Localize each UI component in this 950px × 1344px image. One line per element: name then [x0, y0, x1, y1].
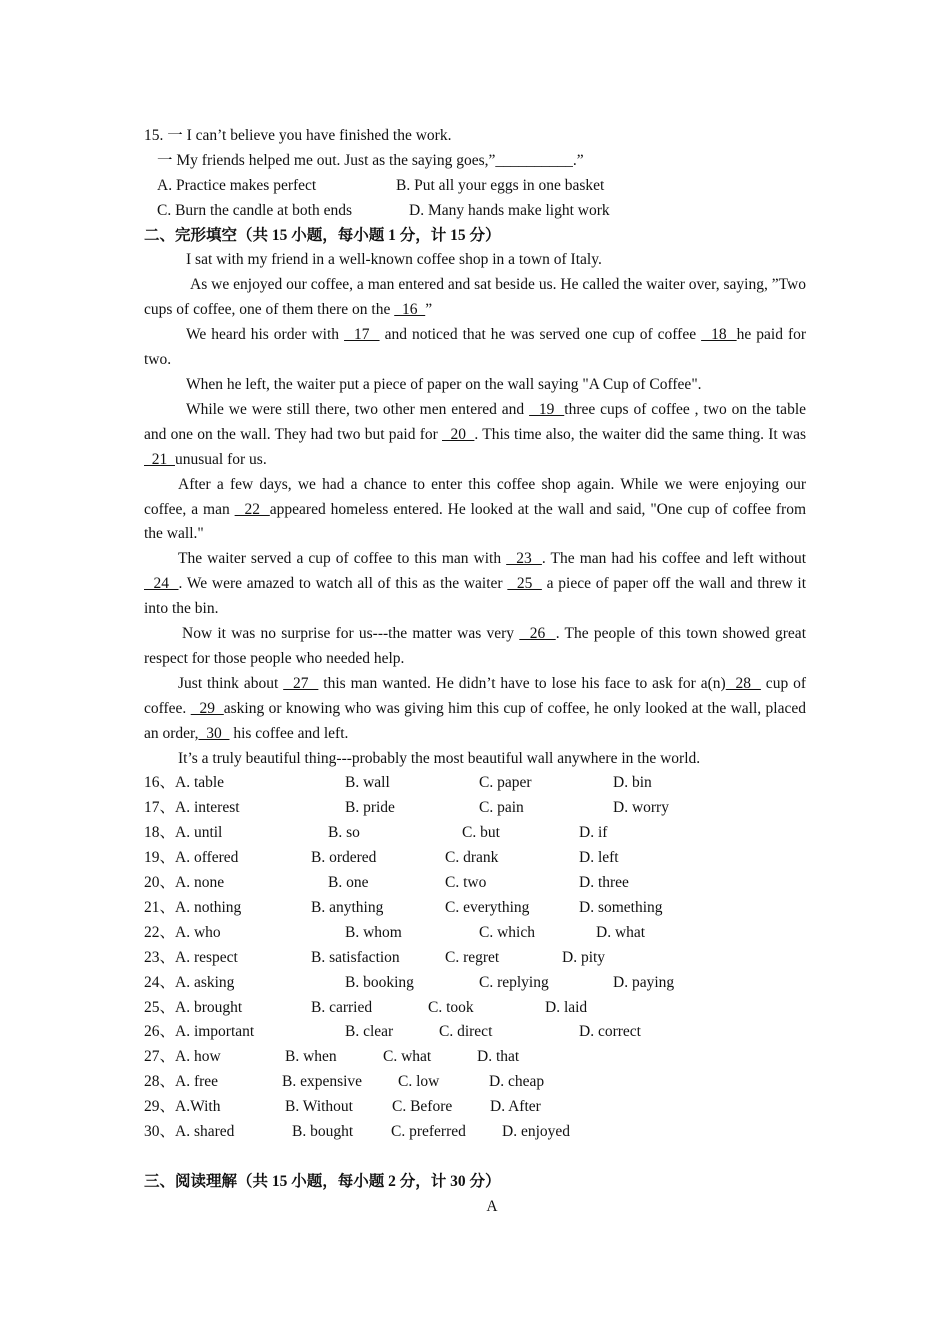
- p7-text-c: . We were amazed to watch all of this as the waiter: [178, 575, 508, 593]
- p8-text-a: Now it was no surprise for us---the matter was very: [182, 625, 520, 643]
- option-row: [144, 821, 806, 846]
- option-d: D. worry: [613, 799, 669, 817]
- option-a: 23、A. respect: [144, 948, 238, 966]
- blank-number: 27: [283, 674, 319, 692]
- p8-text-b: . The people of this town showed great respect for those people who needed help.: [144, 625, 806, 667]
- option-b: B. one: [328, 874, 369, 892]
- option-d: D. After: [490, 1098, 541, 1116]
- option-row: [144, 796, 806, 821]
- blank-number: 30: [198, 724, 230, 742]
- option-row: [144, 1020, 806, 1045]
- p7-text-a: The waiter served a cup of coffee to this man with: [178, 550, 507, 568]
- exam-page: [144, 124, 806, 1220]
- q15-option-b: B. Put all your eggs in one basket: [396, 176, 605, 194]
- option-c: C. preferred: [391, 1122, 466, 1140]
- blank-26: [519, 625, 555, 642]
- p4-text: When he left, the waiter put a piece of paper on the wall saying "A Cup of Coffee".: [186, 375, 702, 393]
- option-c: C. paper: [479, 774, 532, 792]
- blank-number: 19: [529, 400, 565, 418]
- p5-text-a: While we were still there, two other men entered and: [186, 400, 530, 418]
- option-d: D. enjoyed: [502, 1122, 571, 1140]
- blank-18: [701, 326, 737, 343]
- p9-text-e: his coffee and left.: [229, 724, 349, 742]
- option-d: D. what: [596, 923, 646, 941]
- option-a: 17、A. interest: [144, 799, 240, 817]
- passage-p10: [144, 747, 806, 772]
- option-a: 20、A. none: [144, 874, 225, 892]
- blank-number: 26: [519, 625, 556, 643]
- option-a: 30、A. shared: [144, 1122, 235, 1140]
- option-d: D. laid: [545, 998, 588, 1016]
- option-b: B. bought: [292, 1122, 354, 1140]
- option-c: C. what: [383, 1048, 432, 1066]
- p6-text-a: After a few days, we had a chance to enter this coffee shop again. While we were enjoying our coffee, a man: [144, 475, 806, 518]
- p9-text-c: cup of coffee.: [144, 674, 807, 717]
- blank-21: [144, 451, 175, 468]
- blank-27: [283, 675, 318, 692]
- option-row: [144, 971, 806, 996]
- q15-reply: 一 My friends helped me out. Just as the saying goes,”__________.”: [157, 151, 584, 169]
- option-row: [144, 1120, 806, 1145]
- blank-23: [506, 550, 542, 567]
- passage-p7: [144, 547, 806, 622]
- p3-text-b: and noticed that he was served one cup of coffee: [379, 326, 702, 344]
- option-d: D. that: [477, 1048, 520, 1066]
- blank-number: 16: [394, 301, 426, 319]
- option-c: C. replying: [479, 973, 549, 991]
- blank-number: 21: [144, 450, 175, 468]
- p6-text-b: appeared homeless entered. He looked at the wall and said, "One cup of coffee from the wall.": [144, 500, 807, 543]
- p1-text: I sat with my friend in a well-known coffee shop in a town of Italy.: [186, 251, 602, 269]
- option-b: B. wall: [345, 774, 390, 792]
- blank-28: [726, 675, 761, 692]
- option-a: 27、A. how: [144, 1048, 221, 1066]
- p3-text-c: he paid for two.: [144, 326, 807, 369]
- passage-p5: [144, 398, 806, 473]
- passage-p6: [144, 473, 806, 548]
- option-c: C. pain: [479, 799, 524, 817]
- option-c: C. which: [479, 923, 535, 941]
- option-b: B. expensive: [282, 1073, 363, 1091]
- option-b: B. carried: [311, 998, 373, 1016]
- p9-text-d: asking or knowing who was giving him this cup of coffee, he only looked at the wall, placed an order,: [144, 699, 807, 742]
- option-b: B. Without: [285, 1098, 353, 1116]
- passage-p4: [144, 373, 806, 398]
- option-row: [144, 896, 806, 921]
- p9-text-a: Just think about: [178, 674, 284, 692]
- option-d: D. left: [579, 849, 619, 867]
- p7-text-b: . The man had his coffee and left without: [541, 550, 806, 568]
- option-row: [144, 1070, 806, 1095]
- blank-24: [144, 575, 179, 592]
- blank-number: 20: [442, 425, 475, 443]
- q15-option-a: A. Practice makes perfect: [157, 176, 317, 194]
- blank-number: 22: [234, 500, 270, 518]
- option-a: 29、A.With: [144, 1098, 221, 1116]
- option-c: C. took: [428, 998, 474, 1016]
- option-b: B. anything: [311, 898, 384, 916]
- option-c: C. drank: [445, 849, 499, 867]
- blank-number: 23: [506, 550, 542, 568]
- blank-number: 28: [725, 674, 761, 692]
- option-d: D. correct: [579, 1023, 641, 1041]
- q15-options-row2: [144, 199, 806, 224]
- p5-text-c: . This time also, the waiter did the same thing. It was: [474, 425, 806, 443]
- option-c: C. but: [462, 824, 500, 842]
- blank-number: 17: [344, 326, 380, 344]
- option-d: D. if: [579, 824, 608, 842]
- option-row: [144, 1095, 806, 1120]
- p10-text: It’s a truly beautiful thing---probably the most beautiful wall anywhere in the world.: [178, 749, 701, 767]
- passage-p9: [144, 672, 806, 747]
- option-d: D. cheap: [489, 1073, 545, 1091]
- p3-text-a: We heard his order with: [186, 326, 345, 344]
- blank-30: [198, 725, 229, 742]
- p7-text-d: a piece of paper off the wall and threw it into the bin.: [144, 575, 807, 618]
- blank-22: [235, 501, 270, 518]
- option-row: [144, 1045, 806, 1070]
- spacer: [144, 1145, 806, 1170]
- option-b: B. satisfaction: [311, 948, 400, 966]
- option-a: 25、A. brought: [144, 998, 243, 1016]
- option-a: 16、A. table: [144, 774, 225, 792]
- option-b: B. pride: [345, 799, 395, 817]
- option-a: 19、A. offered: [144, 849, 239, 867]
- p2-text-b: ”: [425, 301, 433, 319]
- option-row: [144, 996, 806, 1021]
- blank-number: 24: [144, 575, 179, 593]
- p9-text-b: this man wanted. He didn’t have to lose his face to ask for a(n): [318, 674, 726, 692]
- q15-option-c: C. Burn the candle at both ends: [157, 201, 352, 219]
- option-c: C. two: [445, 874, 487, 892]
- option-b: B. whom: [345, 923, 402, 941]
- option-row: [144, 846, 806, 871]
- options-grid: [144, 771, 806, 1144]
- q15-options-row1: [144, 174, 806, 199]
- option-c: C. low: [398, 1073, 440, 1091]
- p2-text-a: As we enjoyed our coffee, a man entered and sat beside us. He called the waiter over, saying, ”Two cups of coffee, one of them there on the: [144, 276, 806, 319]
- blank-29: [191, 700, 224, 717]
- blank-16: [394, 301, 425, 318]
- blank-number: 25: [507, 575, 542, 593]
- option-b: B. ordered: [311, 849, 377, 867]
- option-a: 26、A. important: [144, 1023, 255, 1041]
- passage-p2: [144, 273, 806, 323]
- passage-p1: [144, 248, 806, 273]
- blank-number: 29: [190, 699, 224, 717]
- blank-25: [507, 575, 542, 592]
- section3-heading: 三、阅读理解（共 15 小题，每小题 2 分，计 30 分）: [144, 1172, 501, 1190]
- option-c: C. regret: [445, 948, 500, 966]
- option-b: B. when: [285, 1048, 337, 1066]
- blank-19: [529, 401, 564, 418]
- option-b: B. so: [328, 824, 360, 842]
- option-d: D. three: [579, 874, 629, 892]
- p5-text-b: three cups of coffee , two on the table and one on the wall. They had two but paid for: [144, 400, 806, 443]
- option-d: D. something: [579, 898, 663, 916]
- option-d: D. pity: [562, 948, 606, 966]
- option-d: D. paying: [613, 973, 675, 991]
- option-a: 24、A. asking: [144, 973, 235, 991]
- option-a: 21、A. nothing: [144, 898, 242, 916]
- option-row: [144, 921, 806, 946]
- option-b: B. booking: [345, 973, 414, 991]
- option-c: C. everything: [445, 898, 530, 916]
- option-row: [144, 946, 806, 971]
- q15-option-d: D. Many hands make light work: [409, 201, 610, 219]
- option-row: [144, 771, 806, 796]
- option-a: 22、A. who: [144, 923, 221, 941]
- option-c: C. direct: [439, 1023, 493, 1041]
- blank-number: 18: [701, 326, 737, 344]
- p5-text-d: unusual for us.: [175, 450, 267, 468]
- blank-17: [344, 326, 380, 343]
- q15-stem: 15. 一 I can’t believe you have finished the work.: [144, 127, 452, 144]
- option-d: D. bin: [613, 774, 652, 792]
- option-b: B. clear: [345, 1023, 394, 1041]
- option-c: C. Before: [392, 1098, 453, 1116]
- option-a: 18、A. until: [144, 824, 223, 842]
- blank-20: [442, 426, 474, 443]
- option-row: [144, 871, 806, 896]
- section2-heading: 二、完形填空（共 15 小题，每小题 1 分，计 15 分）: [144, 226, 501, 244]
- passage-p8: [144, 622, 806, 672]
- passage-label: A: [486, 1197, 498, 1215]
- option-a: 28、A. free: [144, 1073, 219, 1091]
- passage-p3: [144, 323, 806, 373]
